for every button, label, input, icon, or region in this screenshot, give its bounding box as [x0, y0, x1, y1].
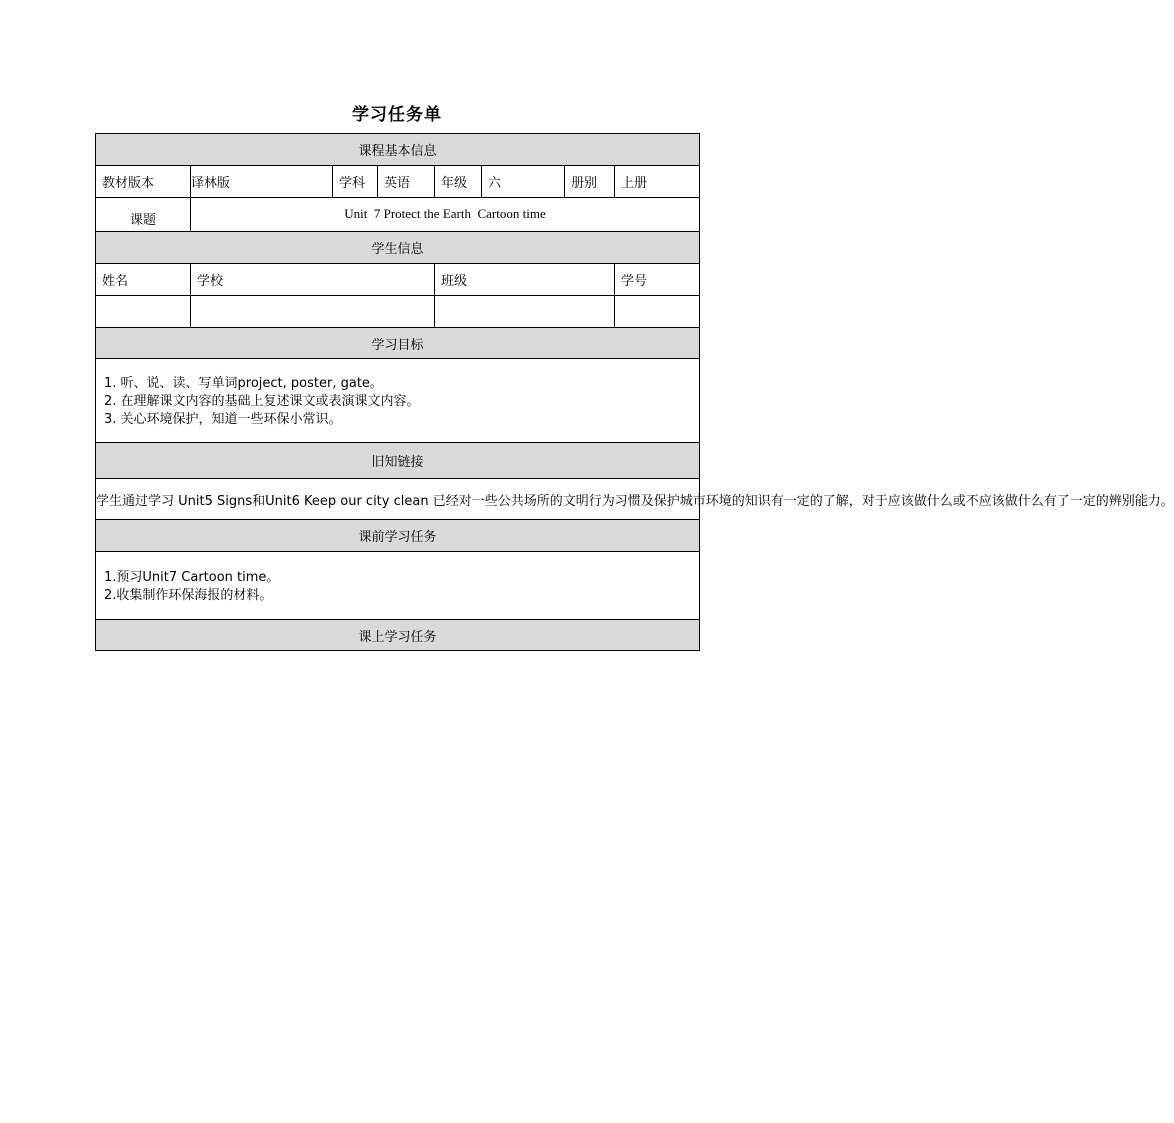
prior-knowledge-header-row [96, 443, 700, 479]
textbook-value: 译林版 [191, 166, 333, 198]
student-id-label: 学号 [615, 264, 700, 296]
goals-content [96, 359, 700, 443]
student-id-field[interactable] [615, 296, 700, 328]
pre-class-content-row [96, 552, 700, 620]
student-info-label-row [96, 264, 700, 296]
volume-value: 上册 [615, 166, 700, 198]
textbook-label: 教材版本 [96, 166, 191, 198]
document-title: 学习任务单 [352, 105, 442, 125]
pre-class-item: 1.预习Unit7 Cartoon time。 [104, 570, 280, 585]
student-info-header: 学生信息 [96, 232, 700, 264]
grade-value: 六 [482, 166, 565, 198]
course-info-row [96, 166, 700, 198]
goals-header: 学习目标 [96, 328, 700, 359]
topic-row [96, 198, 700, 232]
pre-class-header: 课前学习任务 [96, 520, 700, 552]
student-info-header-row [96, 232, 700, 264]
goals-header-row [96, 328, 700, 359]
task-sheet-table [95, 133, 1174, 651]
prior-knowledge-header: 旧知链接 [96, 443, 700, 479]
name-label: 姓名 [96, 264, 191, 296]
school-label: 学校 [191, 264, 435, 296]
goal-item: 1. 听、说、读、写单词project, poster, gate。 [104, 375, 383, 391]
topic-value: Unit 7 Protect the Earth Cartoon time [191, 198, 700, 232]
student-info-value-row [96, 296, 700, 328]
prior-knowledge-text: 学生通过学习 Unit5 Signs和Unit6 Keep our city clean 已经对一些公共场所的文明行为习惯及保护城市环境的知识有一定的了解，对于应该做什么或不应该做什么有了一定的辨别能力。 [96, 493, 1174, 509]
class-label: 班级 [435, 264, 615, 296]
pre-class-header-row [96, 520, 700, 552]
in-class-header-row [96, 620, 700, 651]
pre-class-item: 2.收集制作环保海报的材料。 [104, 588, 273, 603]
in-class-header: 课上学习任务 [96, 620, 700, 651]
subject-label: 学科 [333, 166, 378, 198]
volume-label: 册别 [565, 166, 615, 198]
subject-value: 英语 [378, 166, 435, 198]
goals-content-row [96, 359, 700, 443]
prior-knowledge-content-row [96, 479, 700, 520]
goal-item: 2. 在理解课文内容的基础上复述课文或表演课文内容。 [104, 393, 420, 409]
grade-label: 年级 [435, 166, 482, 198]
school-field[interactable] [191, 296, 435, 328]
class-field[interactable] [435, 296, 615, 328]
course-info-header-row [96, 134, 700, 166]
topic-label: 课题 [96, 198, 191, 232]
prior-knowledge-content [96, 479, 1174, 520]
name-field[interactable] [96, 296, 191, 328]
goal-item: 3. 关心环境保护，知道一些环保小常识。 [104, 411, 342, 427]
course-info-header: 课程基本信息 [96, 134, 700, 166]
pre-class-content [96, 552, 700, 620]
